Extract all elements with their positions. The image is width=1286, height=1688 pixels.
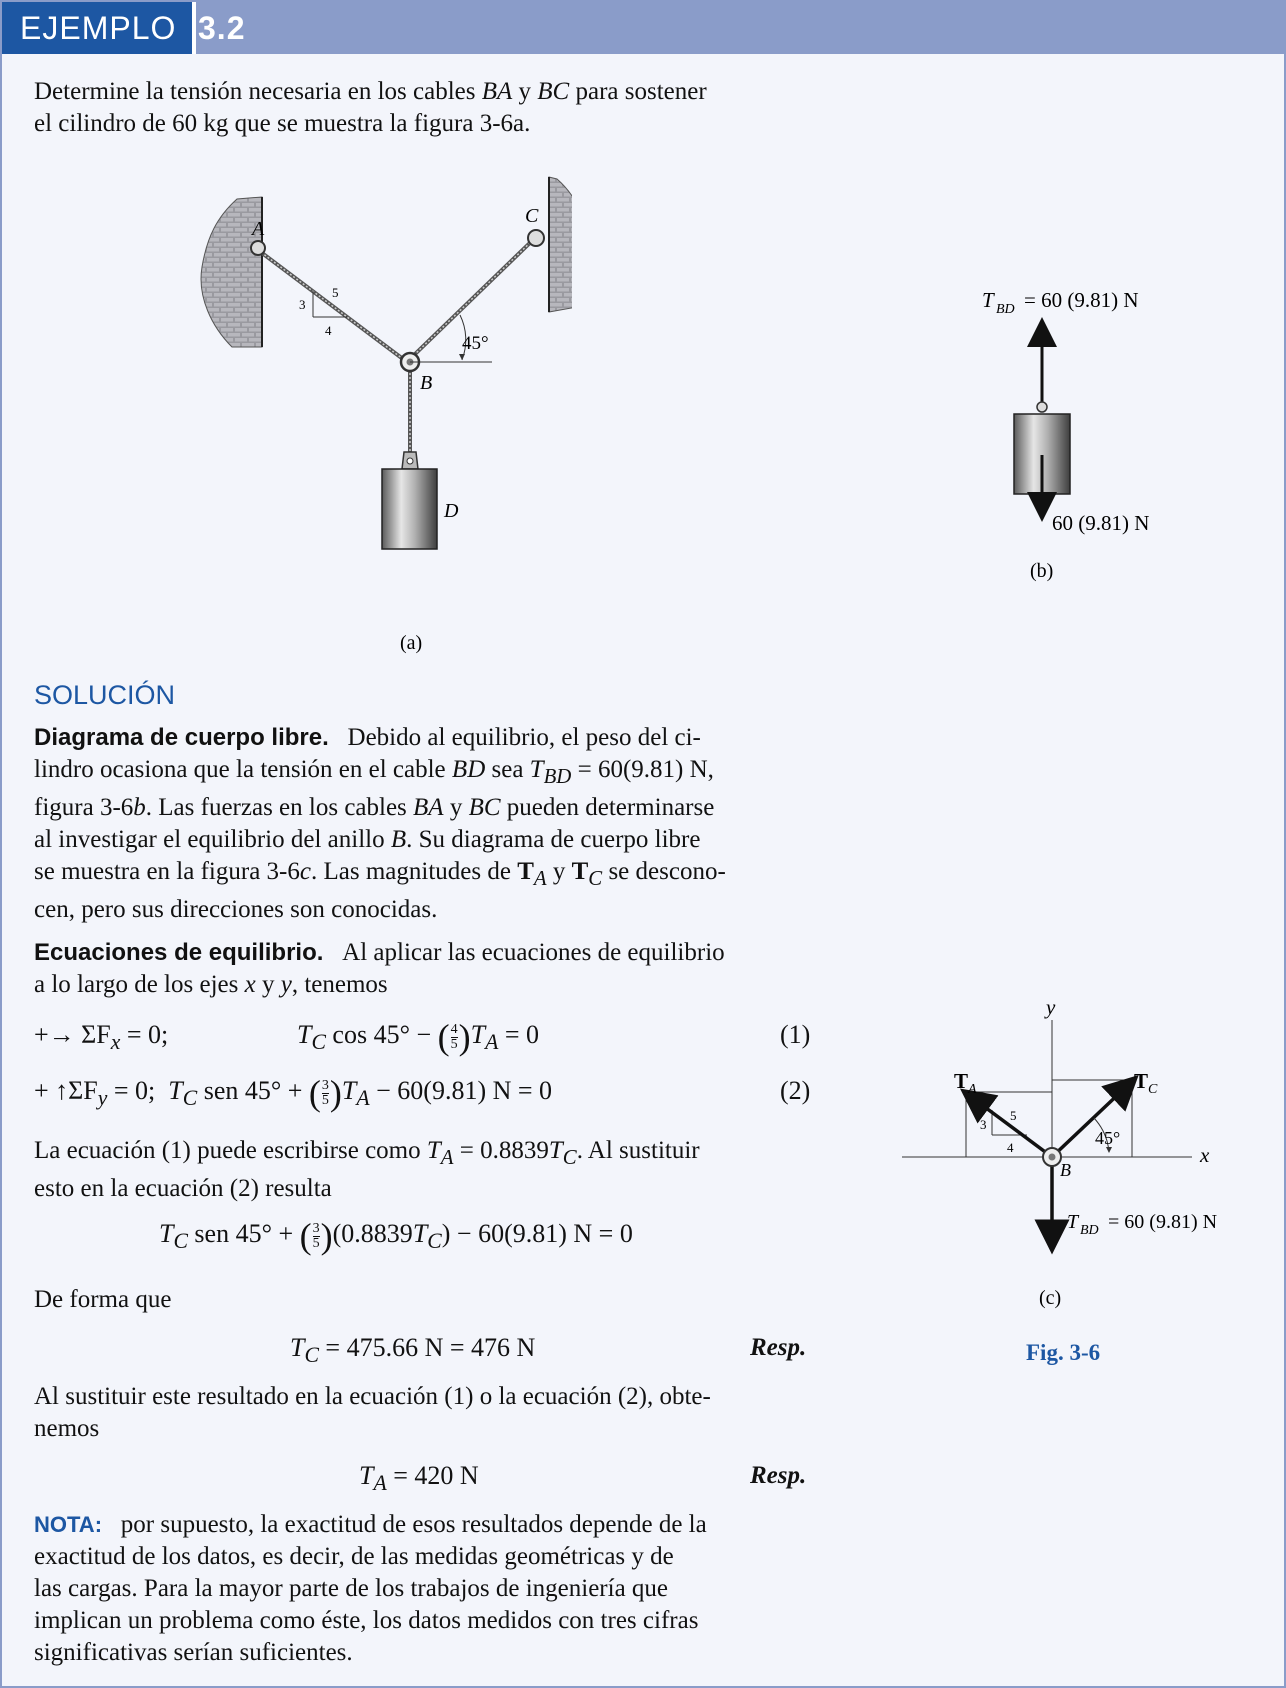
problem-statement: Determine la tensión necesaria en los cables BA y BC para sostener el cilindro de 60 kg que se muestra la figura 3-6a. — [34, 78, 707, 137]
ta-subscript: A — [968, 1082, 977, 1097]
example-number: 3.2 — [198, 10, 246, 46]
cylinder-d — [382, 469, 437, 549]
angle-label-c: 45° — [1095, 1128, 1121, 1148]
resp-label-2: Resp. — [750, 1462, 807, 1489]
tc-label: T — [1134, 1069, 1149, 1093]
equilibrium-paragraph: Ecuaciones de equilibrio. Al aplicar las ecuaciones de equilibrio a lo largo de los ejes x y y, tenemos — [34, 939, 725, 998]
result-ta: $T_A = 420$ N — [359, 1461, 479, 1496]
angle-label-a: 45° — [462, 333, 489, 354]
equation-3: $T_C$ sen 45° + ( $\frac{3}{5}$ )$(0.8839T_C) - 60(9.81)$ N = 0 — [159, 1216, 633, 1257]
fbd-title: Diagrama de cuerpo libre. — [34, 724, 329, 751]
caption-b: (b) — [1030, 560, 1054, 582]
equation-1-number: (1) — [780, 1020, 811, 1049]
equation-1-label: +→ $\Sigma F_x = 0$; — [34, 1020, 169, 1055]
note-paragraph: NOTA: por supuesto, la exactitud de esos resultados depende de la exactitud de los datos, es decir, de las medidas geométricas y de las cargas. Para la mayor parte de los trabajos de ingeniería que implican un problema como éste, los datos medidos con tres cifras significativas serían suficientes. — [34, 1511, 707, 1666]
fbd-paragraph: Diagrama de cuerpo libre. Debido al equilibrio, el peso del ci- lindro ocasiona que la tensión en el cable BD sea $T_{BD} = 60(9.81)$ N, figura 3-6b. Las fuerzas en los cables BA y BC pueden determinarse al investigar el equilibrio del anillo B. Su diagrama de cuerpo libre se muestra en la figura 3-6c. Las magnitudes de $T_A$ y $T_C$ se descono- cen, pero sus direcciones son conocidas. — [34, 724, 726, 923]
svg-text:5: 5 — [1010, 1108, 1017, 1123]
svg-text:3: 3 — [299, 297, 306, 312]
resp-label-1: Resp. — [750, 1334, 807, 1361]
label-b-c: B — [1060, 1160, 1071, 1180]
x-axis-label: x — [1200, 1143, 1210, 1167]
y-axis-label: y — [1046, 995, 1056, 1019]
substitution-2-paragraph: Al sustituir este resultado en la ecuación (1) o la ecuación (2), obte- nemos — [34, 1383, 711, 1442]
de-forma-que: De forma que — [34, 1286, 172, 1313]
tbd-label-c: T — [1067, 1211, 1079, 1233]
equilibrium-title: Ecuaciones de equilibrio. — [34, 939, 324, 966]
ta-label: T — [954, 1069, 969, 1093]
figure-c — [882, 992, 1262, 1372]
figure-a — [192, 167, 572, 667]
svg-text:4: 4 — [1007, 1140, 1014, 1155]
caption-a: (a) — [400, 632, 423, 654]
tbd-value-c: = 60 (9.81) N — [1108, 1211, 1218, 1233]
equation-1: $T_C$ cos 45° − ( $\frac{4}{5}$ )$T_A = 0$ — [297, 1017, 540, 1058]
example-header — [2, 2, 1286, 54]
figure-b — [962, 287, 1262, 597]
tbd-label: T — [982, 288, 994, 312]
solution-heading: SOLUCIÓN — [34, 680, 176, 710]
result-tc: $T_C = 475.66$ N = 476 N — [290, 1333, 536, 1368]
right-wall — [549, 177, 572, 312]
anchor-a — [251, 241, 265, 255]
label-d: D — [444, 500, 459, 522]
svg-text:5: 5 — [332, 285, 339, 300]
substitution-paragraph: La ecuación (1) puede escribirse como $T_A = 0.8839T_C$. Al sustituir esto en la ecuación (2) resulta — [34, 1137, 700, 1202]
note-label: NOTA: — [34, 1512, 103, 1537]
label-c: C — [525, 205, 539, 227]
equation-2-number: (2) — [780, 1076, 811, 1105]
anchor-c — [528, 230, 544, 246]
tc-subscript: C — [1148, 1082, 1158, 1097]
svg-text:3: 3 — [980, 1117, 987, 1132]
tbd-subscript-c: BD — [1080, 1223, 1099, 1238]
header-separator — [192, 2, 196, 54]
example-label: EJEMPLO — [2, 2, 192, 54]
label-a: A — [252, 218, 265, 240]
caption-c: (c) — [1039, 1287, 1062, 1309]
equation-2: + $↑\Sigma F_y = 0$; $T_C$ sen 45° + ( $\frac{3}{5}$ )$T_A - 60(9.81)$ N = 0 — [34, 1073, 553, 1114]
figure-number: Fig. 3-6 — [1026, 1340, 1101, 1365]
tbd-value: = 60 (9.81) N — [1024, 288, 1139, 312]
weight-label: 60 (9.81) N — [1052, 511, 1150, 535]
tbd-subscript: BD — [996, 302, 1015, 317]
svg-text:4: 4 — [325, 323, 332, 338]
label-b: B — [420, 372, 433, 394]
